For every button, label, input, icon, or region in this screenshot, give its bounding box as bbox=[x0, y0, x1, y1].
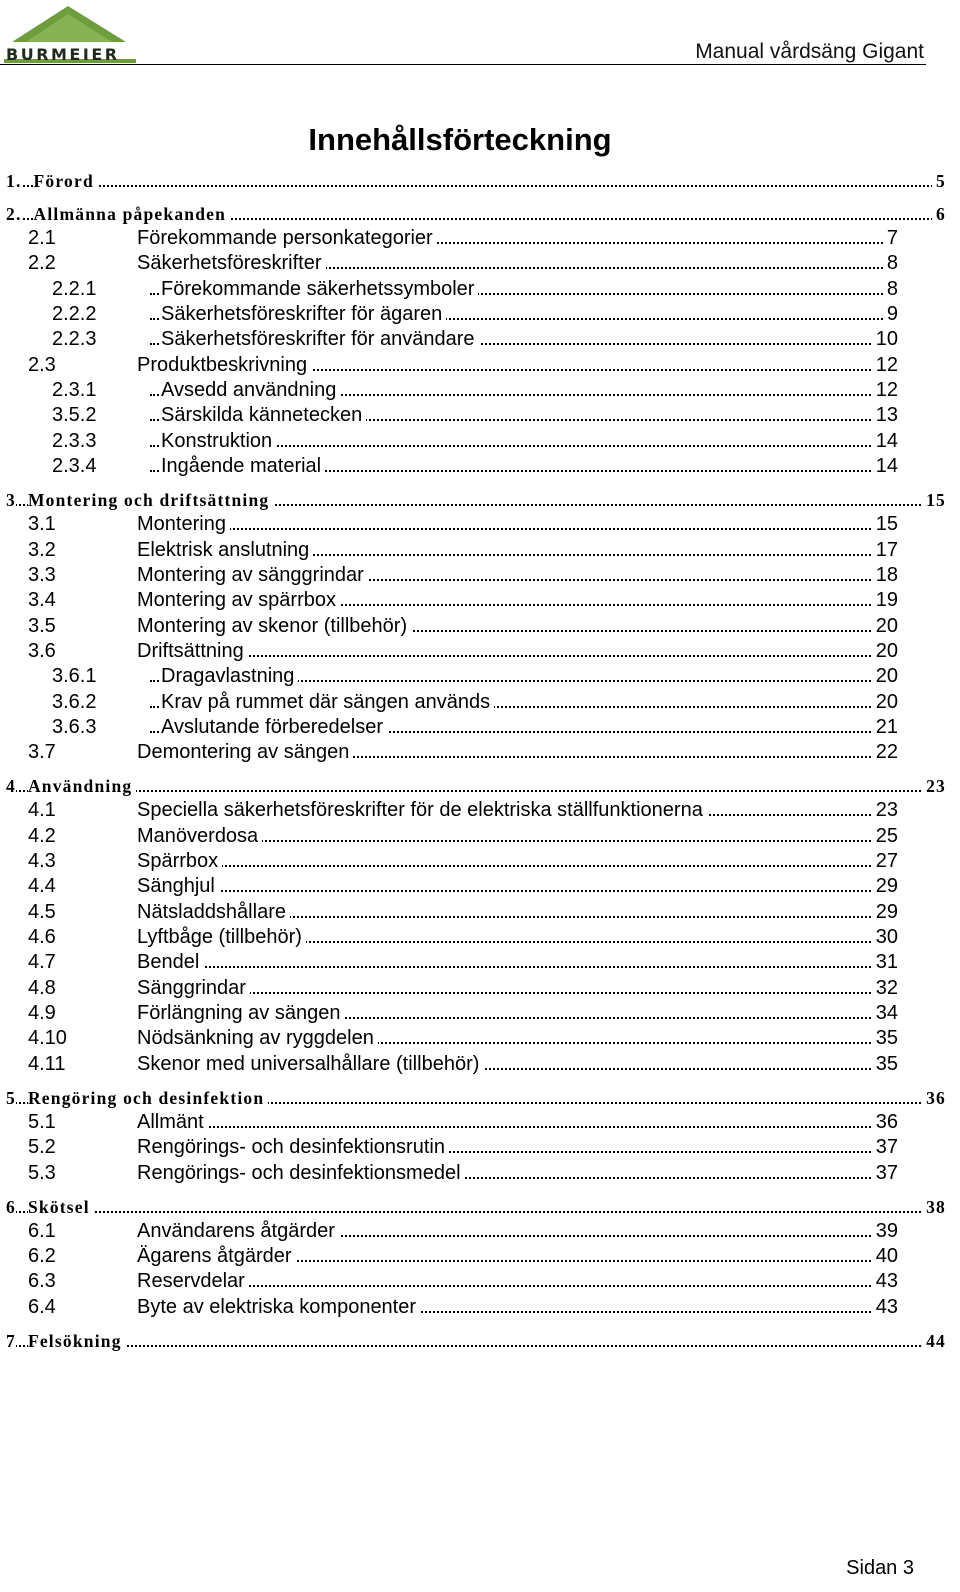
toc-entry-page: 32 bbox=[872, 976, 898, 1000]
toc-entry[interactable] bbox=[0, 824, 960, 848]
toc-entry-title: Sänggrindar bbox=[137, 976, 250, 1000]
toc-entry-title: Krav på rummet där sängen används bbox=[161, 690, 494, 714]
toc-entry-title: Säkerhetsföreskrifter för användare bbox=[161, 327, 479, 351]
toc-entry-number: 4.7 bbox=[28, 951, 56, 973]
toc-entry-page: 20 bbox=[872, 614, 898, 638]
toc-entry[interactable] bbox=[0, 740, 960, 764]
toc-entry[interactable] bbox=[0, 1052, 960, 1076]
toc-entry-page: 8 bbox=[883, 277, 898, 301]
manual-title: Manual vårdsäng Gigant bbox=[695, 40, 924, 63]
toc-entry-page: 35 bbox=[872, 1026, 898, 1050]
toc-dot-leader bbox=[150, 528, 890, 530]
toc-entry-title: Särskilda kännetecken bbox=[161, 403, 366, 427]
burmeier-logo bbox=[2, 2, 142, 66]
toc-entry-page: 15 bbox=[872, 512, 898, 536]
toc-entry-number: 2.3 bbox=[28, 354, 56, 376]
toc-dot-leader bbox=[150, 1285, 890, 1287]
toc-entry-page: 30 bbox=[872, 925, 898, 949]
toc-entry[interactable] bbox=[0, 327, 960, 351]
toc-entry-page: 37 bbox=[872, 1135, 898, 1159]
toc-entry[interactable] bbox=[0, 378, 960, 402]
toc-entry[interactable] bbox=[0, 639, 960, 663]
toc-entry-number: 1. bbox=[6, 171, 22, 191]
toc-entry[interactable] bbox=[0, 1295, 960, 1319]
toc-entry-page: 20 bbox=[872, 664, 898, 688]
toc-dot-leader bbox=[8, 790, 936, 792]
toc-entry-title: Montering av spärrbox bbox=[137, 588, 340, 612]
toc-entry-title: Rengörings- och desinfektionsrutin bbox=[137, 1135, 449, 1159]
toc-entry[interactable] bbox=[0, 169, 960, 193]
toc-entry-number: 3.6.3 bbox=[52, 716, 97, 738]
toc-entry-title: Förekommande personkategorier bbox=[137, 226, 437, 250]
toc-entry-number: 4.5 bbox=[28, 901, 56, 923]
header-divider bbox=[0, 64, 926, 65]
toc-entry-number: 6.2 bbox=[28, 1245, 56, 1267]
toc-entry[interactable] bbox=[0, 690, 960, 714]
toc-entry-number: 4.2 bbox=[28, 825, 56, 847]
toc-entry-page: 39 bbox=[872, 1219, 898, 1243]
toc-entry-page: 38 bbox=[922, 1195, 946, 1219]
toc-entry-page: 44 bbox=[922, 1329, 946, 1353]
toc-entry-number: 4.4 bbox=[28, 875, 56, 897]
toc-entry-number: 2.3.3 bbox=[52, 430, 97, 452]
toc-entry[interactable] bbox=[0, 454, 960, 478]
toc-entry-number: 3.4 bbox=[28, 589, 56, 611]
toc-entry-page: 21 bbox=[872, 715, 898, 739]
toc-entry[interactable] bbox=[0, 849, 960, 873]
toc-dot-leader bbox=[8, 185, 936, 187]
toc-entry[interactable] bbox=[0, 1001, 960, 1025]
toc-entry-number: 3 bbox=[6, 490, 16, 510]
toc-entry-title: Skenor med universalhållare (tillbehör) bbox=[137, 1052, 483, 1076]
toc-entry-title: Avsedd användning bbox=[161, 378, 340, 402]
toc-entry-number: 5.3 bbox=[28, 1162, 56, 1184]
toc-entry-number: 6.3 bbox=[28, 1270, 56, 1292]
toc-entry-title: Byte av elektriska komponenter bbox=[137, 1295, 420, 1319]
toc-entry[interactable] bbox=[0, 353, 960, 377]
toc-entry-page: 13 bbox=[872, 403, 898, 427]
toc-entry-title: Demontering av sängen bbox=[137, 740, 353, 764]
toc-entry-page: 20 bbox=[872, 639, 898, 663]
toc-entry-title: Nödsänkning av ryggdelen bbox=[137, 1026, 378, 1050]
toc-entry[interactable] bbox=[0, 403, 960, 427]
toc-entry-page: 15 bbox=[922, 488, 946, 512]
toc-entry-number: 3.2 bbox=[28, 539, 56, 561]
toc-entry-number: 5 bbox=[6, 1088, 16, 1108]
toc-entry-number: 3.6.2 bbox=[52, 691, 97, 713]
toc-entry-page: 12 bbox=[872, 378, 898, 402]
toc-entry-page: 23 bbox=[922, 774, 946, 798]
toc-entry-number: 3.3 bbox=[28, 564, 56, 586]
toc-entry-page: 14 bbox=[872, 429, 898, 453]
toc-dot-leader bbox=[8, 1345, 936, 1347]
toc-dot-leader bbox=[8, 1211, 936, 1213]
toc-entry-title: Felsökning bbox=[28, 1329, 126, 1353]
toc-entry[interactable] bbox=[0, 488, 960, 512]
toc-entry-title: Montering av sänggrindar bbox=[137, 563, 368, 587]
toc-entry-number: 2. bbox=[6, 204, 22, 224]
toc-entry-title: Driftsättning bbox=[137, 639, 248, 663]
toc-entry-number: 2.1 bbox=[28, 227, 56, 249]
toc-entry-title: Säkerhetsföreskrifter för ägaren bbox=[161, 302, 446, 326]
toc-entry-title: Skötsel bbox=[28, 1195, 94, 1219]
toc-entry[interactable] bbox=[0, 1110, 960, 1134]
toc-entry[interactable] bbox=[0, 774, 960, 798]
toc-entry-number: 7 bbox=[6, 1331, 16, 1351]
toc-dot-leader bbox=[150, 865, 890, 867]
toc-entry-number: 4.9 bbox=[28, 1002, 56, 1024]
toc-entry-title: Rengöring och desinfektion bbox=[28, 1086, 268, 1110]
toc-entry-title: Lyftbåge (tillbehör) bbox=[137, 925, 306, 949]
brand-name: BURMEIER bbox=[6, 45, 120, 64]
toc-entry-title: Användning bbox=[28, 774, 136, 798]
toc-entry[interactable] bbox=[0, 1244, 960, 1268]
toc-entry[interactable] bbox=[0, 976, 960, 1000]
toc-entry[interactable] bbox=[0, 950, 960, 974]
toc-entry-number: 2.2.1 bbox=[52, 278, 97, 300]
toc-entry-title: Förlängning av sängen bbox=[137, 1001, 344, 1025]
page-number: Sidan 3 bbox=[846, 1557, 914, 1579]
toc-entry-number: 3.1 bbox=[28, 513, 56, 535]
toc-entry[interactable] bbox=[0, 1329, 960, 1353]
toc-entry-number: 6 bbox=[6, 1197, 16, 1217]
toc-entry-title: Ägarens åtgärder bbox=[137, 1244, 296, 1268]
toc-entry-number: 2.2.2 bbox=[52, 303, 97, 325]
toc-entry-page: 23 bbox=[872, 798, 898, 822]
toc-entry-number: 4.1 bbox=[28, 799, 56, 821]
toc-entry[interactable] bbox=[0, 563, 960, 587]
toc-entry-number: 2.2 bbox=[28, 252, 56, 274]
toc-entry-page: 36 bbox=[922, 1086, 946, 1110]
toc-entry-title: Montering bbox=[137, 512, 230, 536]
toc-entry-title: Förord bbox=[34, 169, 98, 193]
toc-entry-number: 6.4 bbox=[28, 1296, 56, 1318]
toc-entry-title: Ingående material bbox=[161, 454, 325, 478]
toc-entry-title: Allmänt bbox=[137, 1110, 208, 1134]
page-header bbox=[0, 0, 960, 70]
toc-entry-page: 43 bbox=[872, 1269, 898, 1293]
toc-entry[interactable] bbox=[0, 512, 960, 536]
toc-entry-number: 2.2.3 bbox=[52, 328, 97, 350]
toc-entry[interactable] bbox=[0, 1195, 960, 1219]
toc-dot-leader bbox=[150, 655, 890, 657]
toc-entry-title: Reservdelar bbox=[137, 1269, 249, 1293]
toc-entry-page: 6 bbox=[932, 202, 946, 226]
toc-entry[interactable] bbox=[0, 798, 960, 822]
toc-entry-number: 4.3 bbox=[28, 850, 56, 872]
toc-entry-title: Säkerhetsföreskrifter bbox=[137, 251, 326, 275]
toc-entry[interactable] bbox=[0, 1086, 960, 1110]
toc-entry[interactable] bbox=[0, 251, 960, 275]
toc-entry-title: Bendel bbox=[137, 950, 203, 974]
toc-entry-number: 2.3.1 bbox=[52, 379, 97, 401]
toc-entry-page: 40 bbox=[872, 1244, 898, 1268]
toc-entry-page: 25 bbox=[872, 824, 898, 848]
toc-entry-page: 37 bbox=[872, 1161, 898, 1185]
toc-entry-page: 29 bbox=[872, 900, 898, 924]
toc-entry[interactable] bbox=[0, 202, 960, 226]
toc-entry-page: 5 bbox=[932, 169, 946, 193]
toc-dot-leader bbox=[150, 890, 890, 892]
toc-entry-number: 3.5.2 bbox=[52, 404, 97, 426]
toc-dot-leader bbox=[150, 966, 890, 968]
toc-entry[interactable] bbox=[0, 226, 960, 250]
toc-entry[interactable] bbox=[0, 1219, 960, 1243]
toc-entry[interactable] bbox=[0, 1135, 960, 1159]
toc-entry-title: Montering av skenor (tillbehör) bbox=[137, 614, 411, 638]
toc-entry[interactable] bbox=[0, 538, 960, 562]
toc-entry-title: Speciella säkerhetsföreskrifter för de elektriska ställfunktionerna bbox=[137, 798, 707, 822]
toc-entry-page: 22 bbox=[872, 740, 898, 764]
toc-entry-title: Användarens åtgärder bbox=[137, 1219, 339, 1243]
toc-entry-number: 4 bbox=[6, 776, 16, 796]
toc-entry-page: 9 bbox=[883, 302, 898, 326]
toc-entry[interactable] bbox=[0, 302, 960, 326]
toc-entry-number: 3.6.1 bbox=[52, 665, 97, 687]
toc-entry-page: 8 bbox=[883, 251, 898, 275]
toc-entry-page: 36 bbox=[872, 1110, 898, 1134]
toc-entry-number: 3.6 bbox=[28, 640, 56, 662]
toc-entry-page: 43 bbox=[872, 1295, 898, 1319]
toc-entry-page: 34 bbox=[872, 1001, 898, 1025]
toc-entry-number: 4.6 bbox=[28, 926, 56, 948]
toc-entry-number: 4.10 bbox=[28, 1027, 67, 1049]
toc-entry-title: Konstruktion bbox=[161, 429, 276, 453]
toc-dot-leader bbox=[150, 992, 890, 994]
toc-dot-leader bbox=[150, 1126, 890, 1128]
toc-entry[interactable] bbox=[0, 664, 960, 688]
toc-entry-number: 5.1 bbox=[28, 1111, 56, 1133]
toc-entry[interactable] bbox=[0, 277, 960, 301]
toc-entry[interactable] bbox=[0, 1269, 960, 1293]
toc-entry-number: 3.7 bbox=[28, 741, 56, 763]
toc-entry-title: Manöverdosa bbox=[137, 824, 262, 848]
toc-entry-page: 17 bbox=[872, 538, 898, 562]
toc-entry-number: 3.5 bbox=[28, 615, 56, 637]
toc-entry-title: Spärrbox bbox=[137, 849, 222, 873]
toc-entry-number: 2.3.4 bbox=[52, 455, 97, 477]
toc-entry-title: Dragavlastning bbox=[161, 664, 298, 688]
toc-entry-page: 29 bbox=[872, 874, 898, 898]
toc-entry[interactable] bbox=[0, 900, 960, 924]
toc-entry-title: Sänghjul bbox=[137, 874, 219, 898]
toc-entry-page: 31 bbox=[872, 950, 898, 974]
page-title: Innehållsförteckning bbox=[308, 122, 612, 157]
toc-entry-page: 18 bbox=[872, 563, 898, 587]
toc-entry[interactable] bbox=[0, 874, 960, 898]
toc-entry-page: 12 bbox=[872, 353, 898, 377]
toc-entry[interactable] bbox=[0, 1161, 960, 1185]
toc-entry-title: Rengörings- och desinfektionsmedel bbox=[137, 1161, 465, 1185]
toc-entry-title: Produktbeskrivning bbox=[137, 353, 311, 377]
toc-entry-number: 4.11 bbox=[28, 1053, 66, 1075]
toc-entry-number: 4.8 bbox=[28, 977, 56, 999]
toc-entry-page: 7 bbox=[883, 226, 898, 250]
toc-entry-title: Montering och driftsättning bbox=[28, 488, 273, 512]
toc-entry[interactable] bbox=[0, 1026, 960, 1050]
toc-entry-page: 19 bbox=[872, 588, 898, 612]
toc-entry[interactable] bbox=[0, 715, 960, 739]
toc-entry-page: 10 bbox=[872, 327, 898, 351]
toc-entry-title: Avslutande förberedelser bbox=[161, 715, 387, 739]
toc-entry-number: 5.2 bbox=[28, 1136, 56, 1158]
toc-entry-title: Nätsladdshållare bbox=[137, 900, 290, 924]
toc-entry[interactable] bbox=[0, 429, 960, 453]
toc-entry[interactable] bbox=[0, 925, 960, 949]
toc-entry[interactable] bbox=[0, 614, 960, 638]
toc-entry-page: 27 bbox=[872, 849, 898, 873]
toc-entry-page: 20 bbox=[872, 690, 898, 714]
toc-entry-title: Allmänna påpekanden bbox=[34, 202, 231, 226]
toc-entry-page: 35 bbox=[872, 1052, 898, 1076]
toc-entry-number: 6.1 bbox=[28, 1220, 56, 1242]
toc-entry-title: Förekommande säkerhetssymboler bbox=[161, 277, 478, 301]
toc-entry[interactable] bbox=[0, 588, 960, 612]
toc-entry-page: 14 bbox=[872, 454, 898, 478]
toc-entry-title: Elektrisk anslutning bbox=[137, 538, 313, 562]
